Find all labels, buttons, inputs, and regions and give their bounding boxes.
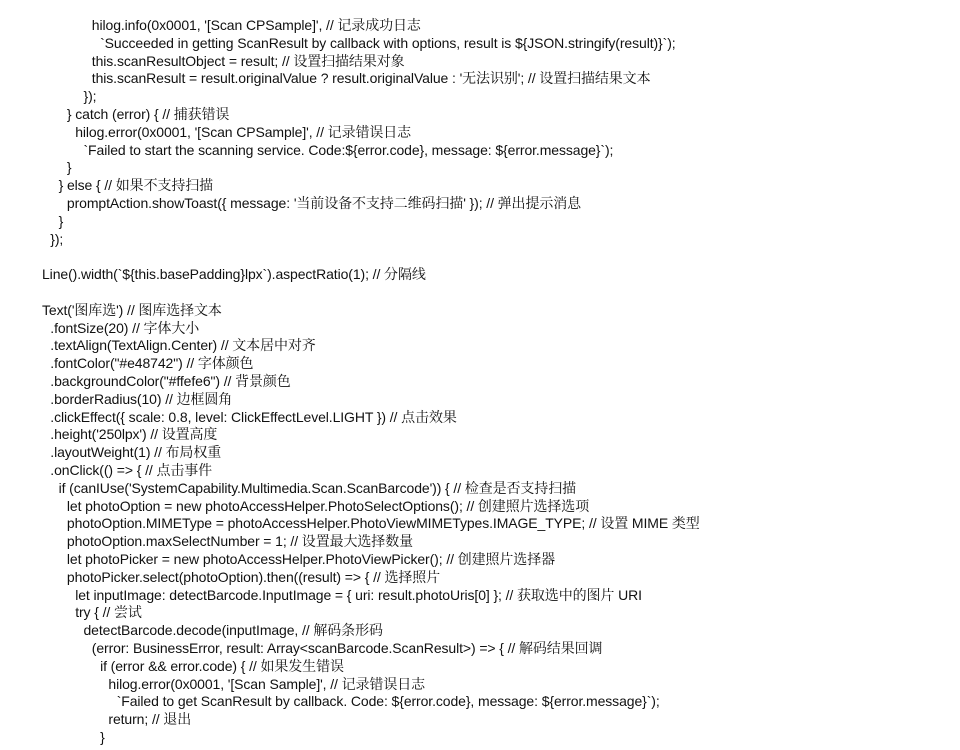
code-line: } else { // 如果不支持扫描 xyxy=(58,177,214,194)
code-line: `Succeeded in getting ScanResult by callback with options, result is ${JSON.stringify(result)}`); xyxy=(100,34,676,51)
code-line: Text('图库选') // 图库选择文本 xyxy=(42,301,222,318)
code-line: promptAction.showToast({ message: '当前设备不支持二维码扫描' }); // 弹出提示消息 xyxy=(66,195,582,211)
code-line: let inputImage: detectBarcode.InputImage = { uri: result.photoUris[0] }; // 获取选中的图片 URI xyxy=(75,586,642,603)
code-line: .layoutWeight(1) // 布局权重 xyxy=(50,444,222,461)
code-line: (error: BusinessError, result: Array<scanBarcode.ScanResult>) => { // 解码结果回调 xyxy=(91,640,603,656)
code-line: } xyxy=(66,159,72,176)
code-line: `Failed to start the scanning service. Code:${error.code}, message: ${error.message}`); xyxy=(83,141,614,158)
code-line: }); xyxy=(83,88,97,105)
code-line: if (error && error.code) { // 如果发生错误 xyxy=(100,657,344,674)
code-line: if (canIUse('SystemCapability.Multimedia.Scan.ScanBarcode')) { // 检查是否支持扫描 xyxy=(58,479,576,496)
code-line: try { // 尝试 xyxy=(75,604,142,621)
code-line: } catch (error) { // 捕获错误 xyxy=(66,106,230,122)
code-line: this.scanResult = result.originalValue ? result.originalValue : '无法识别'; // 设置扫描结果文本 xyxy=(91,70,651,87)
code-line: photoPicker.select(photoOption).then((result) => { // 选择照片 xyxy=(66,568,441,585)
code-line: hilog.info(0x0001, '[Scan CPSample]', // 记录成功日志 xyxy=(91,17,421,33)
code-line: .height('250lpx') // 设置高度 xyxy=(50,426,218,443)
code-line: .clickEffect({ scale: 0.8, level: ClickEffectLevel.LIGHT }) // 点击效果 xyxy=(50,408,457,425)
code-line: photoOption.maxSelectNumber = 1; // 设置最大选择数量 xyxy=(66,533,414,550)
code-line: }); xyxy=(50,230,64,247)
code-line: .backgroundColor("#ffefe6") // 背景颜色 xyxy=(50,373,291,389)
code-line: hilog.error(0x0001, '[Scan Sample]', // 记录错误日志 xyxy=(108,675,426,692)
code-line: `Failed to get ScanResult by callback. Code: ${error.code}, message: ${error.message}`); xyxy=(116,693,660,710)
code-line: let photoPicker = new photoAccessHelper.PhotoViewPicker(); // 创建照片选择器 xyxy=(66,551,555,567)
code-line: Line().width(`${this.basePadding}lpx`).aspectRatio(1); // 分隔线 xyxy=(42,266,426,283)
code-line: .textAlign(TextAlign.Center) // 文本居中对齐 xyxy=(50,337,316,354)
code-line: .fontSize(20) // 字体大小 xyxy=(50,319,200,336)
code-line: } xyxy=(100,729,105,745)
code-line: this.scanResultObject = result; // 设置扫描结果对象 xyxy=(91,52,405,69)
code-line: return; // 退出 xyxy=(108,711,192,728)
code-line: .onClick(() => { // 点击事件 xyxy=(50,462,213,478)
code-line: .fontColor("#e48742") // 字体颜色 xyxy=(50,355,254,372)
code-line: .borderRadius(10) // 边框圆角 xyxy=(50,390,233,407)
code-line: photoOption.MIMEType = photoAccessHelper.PhotoViewMIMETypes.IMAGE_TYPE; // 设置 MIME 类型 xyxy=(66,515,700,532)
code-line: hilog.error(0x0001, '[Scan CPSample]', // 记录错误日志 xyxy=(75,123,412,140)
code-line: } xyxy=(58,212,64,229)
code-line: let photoOption = new photoAccessHelper.PhotoSelectOptions(); // 创建照片选择选项 xyxy=(66,497,590,514)
code-line: detectBarcode.decode(inputImage, // 解码条形码 xyxy=(83,622,383,639)
